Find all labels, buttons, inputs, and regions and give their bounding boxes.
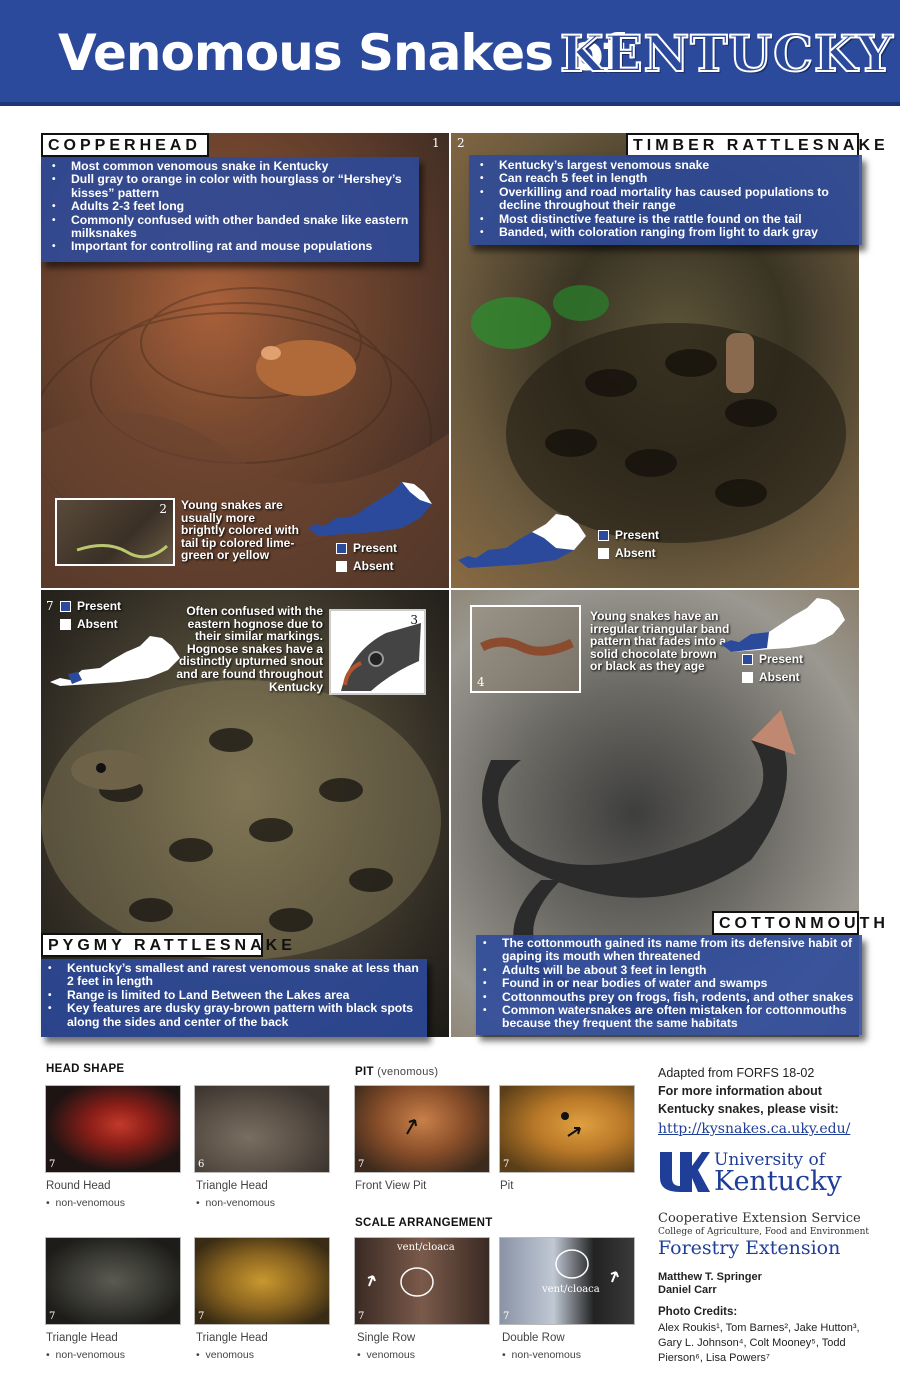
photo-number: 7 xyxy=(503,1311,510,1322)
head-caption: Round Head xyxy=(46,1180,111,1192)
scale-sub-text: venomous xyxy=(366,1349,415,1361)
legend-present: Present xyxy=(77,599,122,613)
fact-item: • Kentucky’s smallest and rarest venomous snake at less than 2 feet in length xyxy=(43,962,427,989)
legend-present: Present xyxy=(353,541,398,555)
head-shape-title xyxy=(46,1063,124,1075)
uk-name-line1: University of xyxy=(714,1150,826,1170)
pygmy-facts xyxy=(41,959,427,1037)
scale-title xyxy=(355,1217,493,1229)
photo-number: 7 xyxy=(49,1311,56,1322)
fact-item: • Found in or near bodies of water and swamps xyxy=(478,977,862,990)
kentucky-range-map xyxy=(48,634,184,688)
timber-label: TIMBER RATTLESNAKE xyxy=(626,133,859,157)
map-legend xyxy=(742,650,803,686)
scale-single-photo xyxy=(354,1237,490,1325)
forestry-extension: Forestry Extension xyxy=(658,1237,841,1259)
legend-present: Present xyxy=(759,652,804,666)
page-title-state: KENTUCKY xyxy=(560,24,894,83)
fact-item: • Commonly confused with other banded snake like eastern milksnakes xyxy=(47,214,413,241)
head-caption: Triangle Head xyxy=(196,1332,268,1344)
photo-number: 7 xyxy=(46,599,54,613)
young-copperhead-text: Young snakes are usually more brightly colored with tail tip colored lime-green or yellow xyxy=(181,498,300,562)
legend-swatch-present xyxy=(598,530,609,541)
more-info-text: For more information about Kentucky snakes, please visit: xyxy=(658,1084,839,1116)
kentucky-range-map xyxy=(456,508,591,572)
scale-caption: Double Row xyxy=(502,1332,565,1344)
scale-title-text: SCALE ARRANGEMENT xyxy=(355,1217,493,1229)
kentucky-range-map xyxy=(719,594,847,654)
head-triangle-venomous-photo xyxy=(194,1237,330,1325)
young-cottonmouth-photo xyxy=(470,605,581,693)
fact-item: • Key features are dusky gray-brown pattern with black spots along the sides and center of the back xyxy=(43,1002,427,1029)
scale-sub-text: non-venomous xyxy=(511,1349,581,1361)
pit-front-photo xyxy=(354,1085,490,1173)
head-sub: • non-venomous xyxy=(196,1197,275,1209)
legend-swatch-absent xyxy=(598,548,609,559)
fact-item: • Adults will be about 3 feet in length xyxy=(478,964,862,977)
vent-label: vent/cloaca xyxy=(397,1242,455,1253)
photo-number: 7 xyxy=(358,1159,365,1170)
vent-marker-icon xyxy=(500,1238,635,1325)
scale-caption: Single Row xyxy=(357,1332,416,1344)
author-1: Matthew T. Springer xyxy=(658,1271,762,1283)
head-caption: Triangle Head xyxy=(46,1332,118,1344)
header-banner xyxy=(0,0,900,106)
young-cottonmouth-text: Young snakes have an irregular triangular band pattern that fades into a solid chocolate brown or black as they age xyxy=(590,609,730,673)
scale-sub: • venomous xyxy=(357,1349,415,1361)
photo-number: 2 xyxy=(159,502,167,516)
author-2: Daniel Carr xyxy=(658,1284,717,1296)
head-sub-text: venomous xyxy=(205,1349,254,1361)
vent-label: vent/cloaca xyxy=(542,1284,600,1295)
hognose-photo xyxy=(329,609,426,695)
college-text: College of Agriculture, Food and Environment xyxy=(658,1227,869,1237)
head-triangle-photo xyxy=(45,1237,181,1325)
copperhead-facts xyxy=(41,157,419,262)
fact-item: • Important for controlling rat and mouse populations xyxy=(47,240,413,253)
copperhead-label: COPPERHEAD xyxy=(41,133,209,157)
pygmy-label: PYGMY RATTLESNAKE xyxy=(41,933,263,957)
pit-caption: Pit xyxy=(500,1180,514,1192)
photo-credits-line: Alex Roukis¹, Tom Barnes², Jake Hutton³, xyxy=(658,1322,860,1334)
timber-facts xyxy=(469,155,862,245)
cottonmouth-facts xyxy=(476,935,862,1035)
pit-caption: Front View Pit xyxy=(355,1180,427,1192)
pit-title-text: PIT xyxy=(355,1066,374,1078)
head-sub-text: non-venomous xyxy=(55,1197,125,1209)
fact-item: • Adults 2-3 feet long xyxy=(47,200,413,213)
map-legend xyxy=(60,597,121,633)
legend-absent: Absent xyxy=(353,559,394,573)
fact-item: • Most common venomous snake in Kentucky xyxy=(47,160,413,173)
legend-swatch-absent xyxy=(60,619,71,630)
map-legend xyxy=(336,539,397,575)
pit-title-suffix: (venomous) xyxy=(377,1066,439,1078)
pit-arrow-icon xyxy=(355,1086,490,1173)
legend-present: Present xyxy=(615,528,660,542)
head-sub: • non-venomous xyxy=(46,1349,125,1361)
photo-number: 7 xyxy=(198,1311,205,1322)
legend-swatch-present xyxy=(742,654,753,665)
head-sub-text: non-venomous xyxy=(205,1197,275,1209)
fact-item: • Common watersnakes are often mistaken for cottonmouths because they frequent the same habitats xyxy=(478,1004,862,1031)
head-round-photo xyxy=(45,1085,181,1173)
fact-item: • Banded, with coloration ranging from light to dark gray xyxy=(475,226,856,239)
legend-swatch-present xyxy=(336,543,347,554)
photo-number: 2 xyxy=(457,136,465,150)
photo-number: 4 xyxy=(477,675,485,689)
fact-item: • Range is limited to Land Between the Lakes area xyxy=(43,989,427,1002)
fact-item: • Kentucky’s largest venomous snake xyxy=(475,159,856,172)
photo-number: 6 xyxy=(198,1159,205,1170)
legend-swatch-absent xyxy=(336,561,347,572)
pit-title xyxy=(355,1066,438,1078)
photo-number: 7 xyxy=(503,1159,510,1170)
fact-item: • Can reach 5 feet in length xyxy=(475,172,856,185)
ces-text: Cooperative Extension Service xyxy=(658,1211,861,1226)
adapted-from: Adapted from FORFS 18-02 xyxy=(658,1066,815,1080)
photo-credits-line: Pierson⁶, Lisa Powers⁷ xyxy=(658,1352,770,1364)
head-triangle-photo xyxy=(194,1085,330,1173)
photo-number: 7 xyxy=(358,1311,365,1322)
legend-absent: Absent xyxy=(615,546,656,560)
pit-side-photo xyxy=(499,1085,635,1173)
head-sub: • venomous xyxy=(196,1349,254,1361)
fact-item: • Most distinctive feature is the rattle found on the tail xyxy=(475,213,856,226)
legend-absent: Absent xyxy=(77,617,118,631)
scale-sub: • non-venomous xyxy=(502,1349,581,1361)
photo-number: 7 xyxy=(49,1159,56,1170)
fact-item: • Cottonmouths prey on frogs, fish, rodents, and other snakes xyxy=(478,991,862,1004)
photo-number: 3 xyxy=(410,613,418,627)
pit-arrow-icon xyxy=(500,1086,635,1173)
head-shape-title-text: HEAD SHAPE xyxy=(46,1063,125,1075)
legend-swatch-present xyxy=(60,601,71,612)
head-caption: Triangle Head xyxy=(196,1180,268,1192)
uk-name-line2: Kentucky xyxy=(714,1166,842,1197)
kentucky-range-map xyxy=(306,478,436,540)
head-sub: • non-venomous xyxy=(46,1197,125,1209)
legend-absent: Absent xyxy=(759,670,800,684)
photo-credits-title: Photo Credits: xyxy=(658,1306,738,1318)
uk-logo-icon xyxy=(658,1148,710,1196)
young-copperhead-photo xyxy=(55,498,175,566)
head-sub-text: non-venomous xyxy=(55,1349,125,1361)
scale-double-photo xyxy=(499,1237,635,1325)
kysnakes-link[interactable]: http://kysnakes.ca.uky.edu/ xyxy=(658,1121,851,1137)
hognose-text: Often confused with the eastern hognose due to their similar markings. Hognose snakes have a distinctly upturned snout and are found throughout Kentucky xyxy=(176,604,323,694)
legend-swatch-absent xyxy=(742,672,753,683)
photo-number: 1 xyxy=(432,136,440,150)
fact-item: • Dull gray to orange in color with hourglass or “Hershey’s kisses” pattern xyxy=(47,173,413,200)
fact-item: • Overkilling and road mortality has caused populations to decline throughout their range xyxy=(475,186,856,213)
map-legend xyxy=(598,526,659,562)
cottonmouth-label: COTTONMOUTH xyxy=(712,911,859,935)
fact-item: • The cottonmouth gained its name from its defensive habit of gaping its mouth when threatened xyxy=(478,937,862,964)
photo-credits-line: Gary L. Johnson⁴, Colt Mooney⁵, Todd xyxy=(658,1337,846,1349)
page-title: Venomous Snakes of xyxy=(58,24,624,82)
